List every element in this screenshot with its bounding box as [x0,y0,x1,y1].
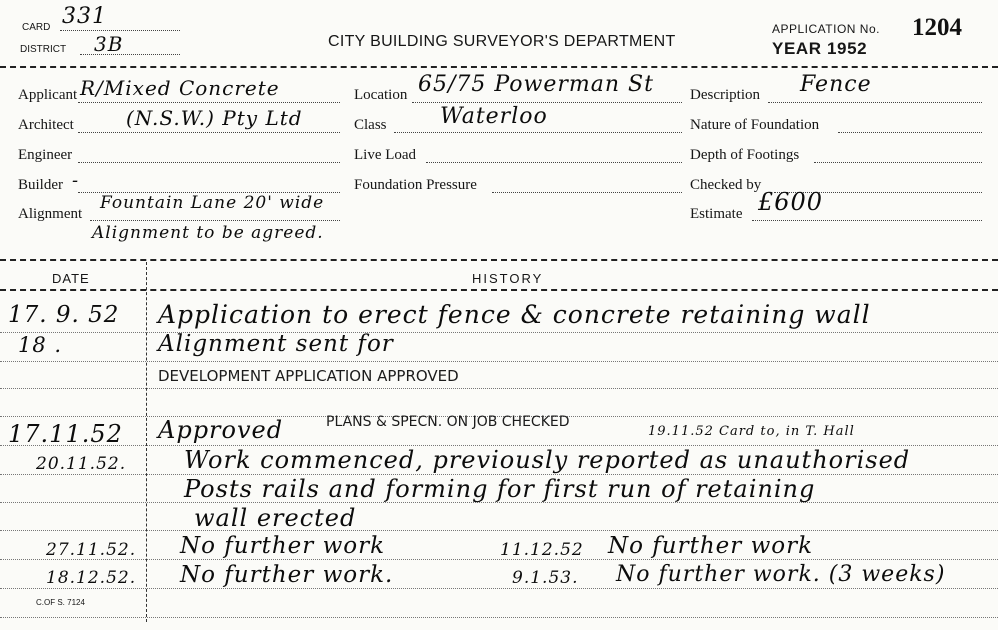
history-entry: Alignment sent for [158,331,394,357]
history-header: HISTORY [472,271,544,286]
form-code: C.OF S. 7124 [36,598,85,607]
history-entry-secondary: No further work [608,533,814,559]
card-label: CARD [22,22,51,33]
architect-label: Architect [18,117,74,133]
builder-label: Builder [18,177,63,193]
estimate-label: Estimate [690,206,743,222]
builder-value: - [72,170,80,191]
date-column-divider [146,262,147,622]
alignment-label: Alignment [18,206,83,222]
application-number: 1204 [912,14,962,41]
architect-value: (N.S.W.) Pty Ltd [126,106,303,130]
history-top-divider [0,259,998,261]
history-entry: Work commenced, previously reported as unauthorised [184,446,911,474]
description-value: Fence [800,72,872,97]
checked-by-label: Checked by [690,177,762,193]
header-divider [0,66,998,68]
district-label: DISTRICT [20,44,67,55]
history-date-secondary: 9.1.53. [512,568,579,588]
history-date: 17.11.52 [8,420,123,448]
department-title: CITY BUILDING SURVEYOR'S DEPARTMENT [328,33,676,50]
location-value: 65/75 Powerman St [418,72,654,97]
class-label: Class [354,117,387,133]
history-entry: No further work [180,533,386,559]
history-date-secondary: 11.12.52 [500,540,584,560]
live-load-label: Live Load [354,147,417,163]
description-label: Description [690,87,760,103]
approval-stamp: DEVELOPMENT APPLICATION APPROVED [158,367,459,385]
date-header: DATE [52,271,90,286]
history-entry: Application to erect fence & concrete retaining wall [158,300,871,329]
history-date: 18.12.52. [46,568,137,588]
class-value: Waterloo [440,104,548,129]
card-number: 331 [62,4,107,29]
history-date: 20.11.52. [36,454,127,474]
estimate-value: £600 [758,188,824,216]
history-header-divider [0,289,998,291]
district-number: 3B [94,32,124,56]
history-entry-secondary: No further work. (3 weeks) [616,562,946,587]
application-label: APPLICATION No. [772,22,880,36]
nature-of-foundation-label: Nature of Foundation [690,117,820,133]
year-label: YEAR 1952 [772,39,868,58]
alignment-value: Fountain Lane 20' wide [100,193,325,213]
foundation-pressure-label: Foundation Pressure [354,177,477,193]
history-entry: Approved [158,416,284,444]
alignment-value-line2: Alignment to be agreed. [92,223,324,243]
history-note: 19.11.52 Card to, in T. Hall [648,424,855,439]
history-date: 27.11.52. [46,540,137,560]
location-label: Location [354,87,408,103]
history-entry: Posts rails and forming for first run of retaining [184,475,816,503]
history-date: 18 . [18,333,63,357]
history-entry: wall erected [194,504,357,532]
applicant-value: R/Mixed Concrete [80,76,280,100]
depth-of-footings-label: Depth of Footings [690,147,800,163]
history-entry: No further work. [180,562,394,588]
history-date: 17. 9. 52 [8,302,120,328]
applicant-label: Applicant [18,87,78,103]
engineer-label: Engineer [18,147,73,163]
plans-checked-stamp: PLANS & SPECN. ON JOB CHECKED [326,414,570,430]
